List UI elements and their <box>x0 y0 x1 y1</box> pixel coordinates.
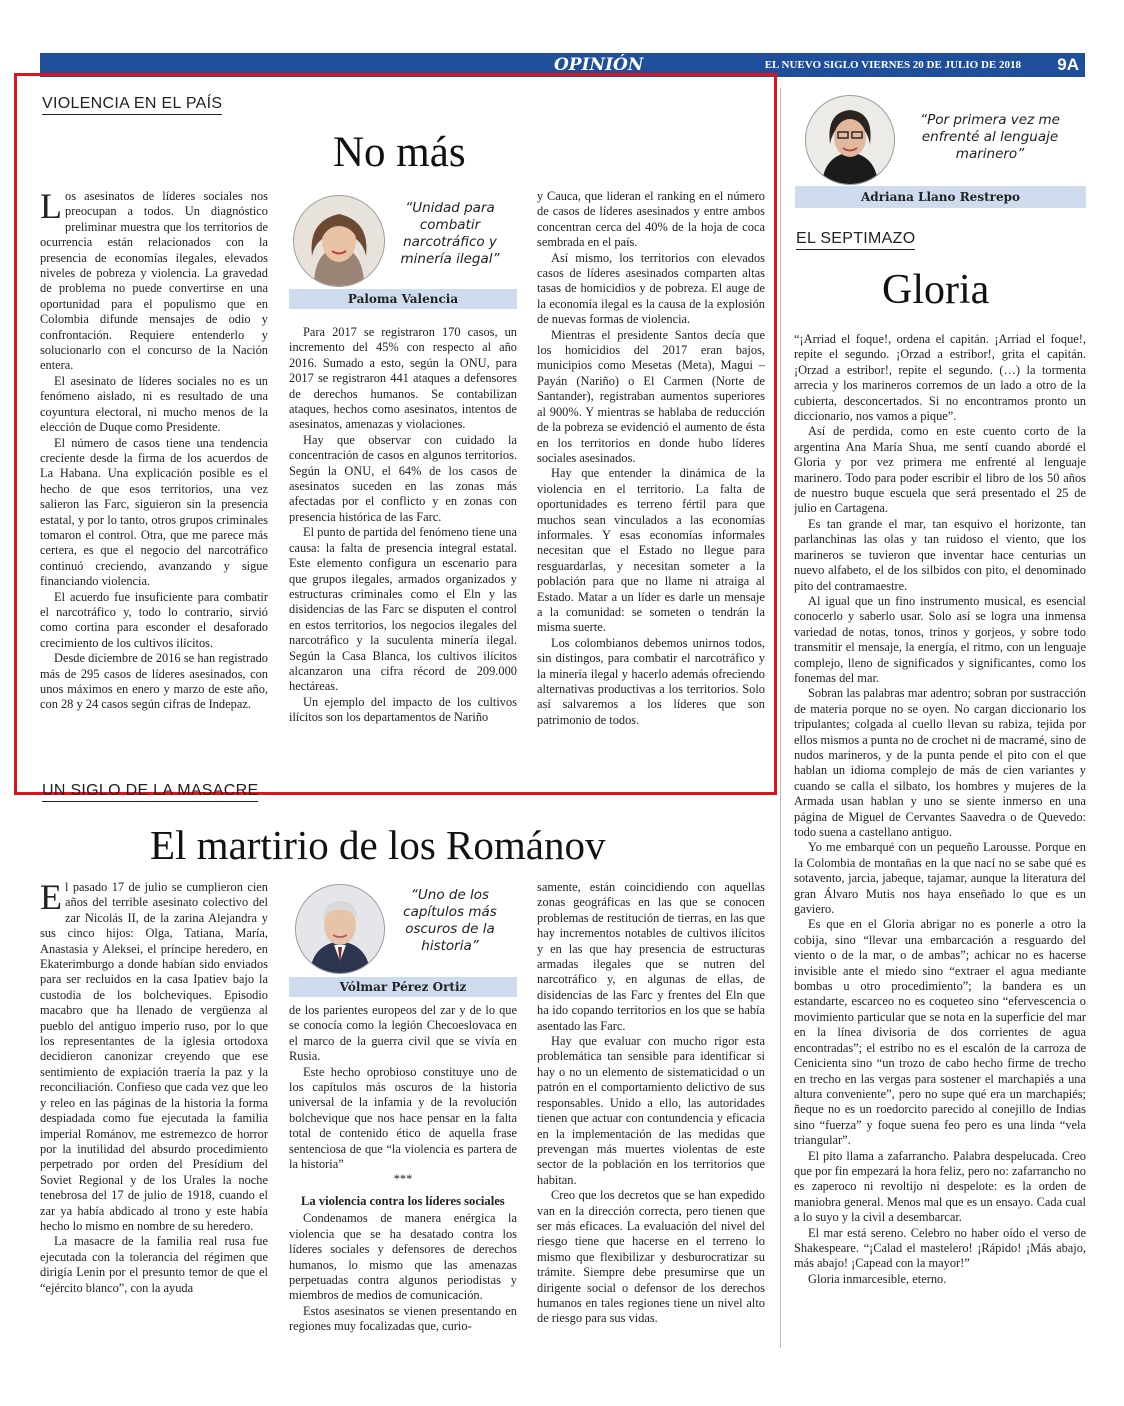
date-line: EL NUEVO SIGLO VIERNES 20 DE JULIO DE 2018 <box>764 59 1021 71</box>
article2-quote-box <box>289 882 517 1000</box>
article2-title: El martirio de los Románov <box>150 822 606 868</box>
man-portrait-icon <box>296 885 384 973</box>
article3-author: Adriana Llano Restrepo <box>795 186 1086 208</box>
article2-section-label: UN SIGLO DE LA MASACRE <box>42 782 258 802</box>
article2-col1: El pasado 17 de julio se cumplieron cien años del terrible asesinato colectivo del zar Nicolás II, de la zarina Alejandra y sus cinco hijos: Olga, Tatiana, María, Anastasia y Aleksei, el príncipe heredero, en Ekaterimburgo a donde habían sido enviados para ser recluidos en la casa Ipatiev bajo la custodia de los bolcheviques. Episodio macabro que ha llenado de vergüenza al pueblo del antiguo imperio ruso, por lo que los representantes de la iglesia ortodoxa decidieron canonizar creyendo que ese sentimiento de expiación traería la paz y la reconciliación. Confieso que cada vez que leo y releo en las páginas de la historia la forma despiadada como fue ejecutada la familia imperial Románov, me estremezco de horror por la inutilidad del absurdo procedimiento perpetrado por orden del Presídium del Soviet Regional y de los Urales la noche tenebrosa del 17 de julio de 1918, cuando el zar ya había abdicado al trono y este había hecho lo mismo en nombre de su heredero. La masacre de la familia real rusa fue ejecutada con la tolerancia del régimen que dirigía Lenin por el presunto temor de que el “ejército blanco”, con la ayuda <box>40 880 268 1295</box>
article1-col3: y Cauca, que lideran el ranking en el número de casos de líderes asesinados y entre ambos concentran cerca del 40% de la hoja de coca sembrada en el país. Así mismo, los territorios con elevados casos de líderes asesinados comparten altas tasas de homicidios y de pobreza. El auge de la economía ilegal es la causa de la explosión de nuevas formas de violencia. Mientras el presidente Santos decía que los homicidios del 2017 eran bajos, municipios como Mesetas (Meta), Magui – Payán (Nariño) o El Carmen (Norte de Santander), registraban aumentos superiores al 900%. Y mientras se hablaba de reducción de la pobreza se evidenció el aumento de ésta en los territorios en donde hubo líderes sociales asesinados. Hay que entender la dinámica de la violencia en el territorio. La falta de oportunidades es terreno fértil para que muchos sean vinculados a las economías informales. Y esas economías informales necesitan que el Estado no llegue para resguardarlas, y necesitan someter a la población para que no llame ni atraiga al Estado. Matar a un líder es darle un mensaje a la comunidad: se someten o tendrán la misma suerte. Los colombianos debemos unirnos todos, sin distingos, para combatir el narcotráfico y la minería ilegal y hacerlo además ofreciendo alternativas productivas a los territorios. Solo así salvaremos a los líderes que son patrimonio de todos. <box>537 189 765 727</box>
article1-section-label: VIOLENCIA EN EL PAÍS <box>42 95 222 115</box>
article1-quote: “Unidad para combatir narcotráfico y minería ilegal” <box>400 200 500 267</box>
separator-stars: *** <box>393 1172 413 1187</box>
article3-quote-box <box>795 92 1086 210</box>
article2-col2: de los parientes europeos del zar y de lo que se conocía como la legión Checoeslovaca en el marco de la guerra civil que se vivía en Rusia. Este hecho oprobioso constituye uno de los capítulos más oscuros de la historia universal de la infamia y de la revolución bolchevique que nos hace pensar en la falta total de contenido ético de aquella frase sentenciosa de que “la violencia es partera de la historia” *** La violencia contra los líderes sociales Condenamos de manera enérgica la violencia que se ha desatado contra los líderes sociales y defensores de derechos humanos, lo mismo que las amenazas perpetuadas contra algunos periodistas y miembros de medios de comunicación. Estos asesinatos se vienen presentando en regiones muy focalizadas que, curio- <box>289 1003 517 1334</box>
article1-col1: Los asesinatos de líderes sociales nos preocupan a todos. Un diagnóstico preliminar muestra que los territorios de ocurrencia están relacionados con la presencia de economías ilegales, elevados niveles de pobreza y violencia. La gravedad de problema no puede convertirse en una oportunidad para el populismo que en Colombia difunde mensajes de odio y confrontación. Requiere entenderlo y solucionarlo con el concurso de la Nación entera. El asesinato de líderes sociales no es un fenómeno aislado, ni es resultado de una coyuntura electoral, ni mucho menos de la elección de Duque como Presidente. El número de casos tiene una tendencia creciente desde la firma de los acuerdos de La Habana. Una explicación posible es el hecho de que esos territorios, una vez salieron las Farc, siguieron sin la presencia estatal, y por lo tanto, otros grupos criminales tomaron el control. Otra, que me parece más certera, es que el negocio del narcotráfico continuó creciendo, avanzando y sigue financiando violencia. El acuerdo fue insuficiente para combatir el narcotráfico y, todo lo contrario, sirvió como cortina para esconder el desaforado crecimiento de los cultivos ilícitos. Desde diciembre de 2016 se han registrado más de 295 casos de líderes asesinados, con unos máximos en enero y marzo de este año, con 28 y 24 casos según cifras de Indepaz. <box>40 189 268 712</box>
section-name: OPINIÓN <box>554 55 644 75</box>
highlight-frame <box>14 73 777 795</box>
article1-col2: Para 2017 se registraron 170 casos, un incremento del 45% con respecto al año 2016. Sumado a esto, según la ONU, para 2017 se registraron 441 ataques a defensores de derechos humanos. Se contabilizan ataques, hechos como asesinatos, intentos de asesinatos, amenazas y violaciones. Hay que observar con cuidado la concentración de casos en algunos territorios. Según la ONU, el 64% de los casos de asesinatos suceden en las zonas más afectadas por el conflicto y en zonas con presencia histórica de las Farc. El punto de partida del fenómeno tiene una causa: la falta de presencia integral estatal. Este elemento configura un escenario para que grupos ilegales, armados organizados y estructuras criminales como el Eln y las disidencias de las Farc se disputen el control en estos territorios, los negocios ilegales del narcotráfico y la suculenta minería ilegal. Según la Casa Blanca, los cultivos ilícitos alcanzaron una cifra récord de 209.000 hectáreas. Un ejemplo del impacto de los cultivos ilícitos son los departamentos de Nariño <box>289 325 517 725</box>
article2-author: Vólmar Pérez Ortiz <box>289 977 517 997</box>
article3-section-label: EL SEPTIMAZO <box>796 230 915 250</box>
article2-quote: “Uno de los capítulos más oscuros de la historia” <box>403 887 497 954</box>
article3-title: Gloria <box>882 267 990 313</box>
article3-quote: “Por primera vez me enfrenté al lenguaje marinero” <box>920 112 1060 162</box>
author-photo <box>805 95 895 185</box>
article3-col: “¡Arriad el foque!, ordena el capitán. ¡Arriad el foque!, repite el segundo. ¡Orzad a estribor!, grita el capitán. ¡Orzad a estribor!, repite el segundo. (…) la tormenta arrecia y los marineros corremos de un lado a otro de la cubierta, desconcertados. Si no encontramos pronto un diccionario, nos vamos a pique”. Así de perdida, como en este cuento corto de la argentina Ana María Shua, me sentí cuando abordé el Gloria y por vez primera me enfrenté al lenguaje marinero. Todo para poder escribir el libro de los 50 años de nuestro buque escuela que será presentado el 25 de julio en Cartagena. Es tan grande el mar, tan esquivo el horizonte, tan parlanchinas las olas y tan ruidoso el viento, que los marineros se tuvieron que inventar hace centurias un nuevo alfabeto, el de los silbidos con pito, el denominado pito del contramaestre. Al igual que un fino instrumento musical, es esencial conocerlo y saberlo usar. Solo así se logra una inmensa variedad de notas, tonos, trinos y gorjeos, y sobre todo transmitir el mensaje, la energía, el ritmo, con un lenguaje complejo, lleno de significados y significantes, como los fonemas del mar. Sobran las palabras mar adentro; sobran por sustracción de materia porque no se oyen. No cargan diccionario los tripulantes; colgada al cuello llevan su rabiza, tejida por ellos mismos a punta no de crochet ni de macramé, sino de nudos marineros, y de la punta pende el pito con el que hablan un idioma complejo de más de cien variantes y cuando se calla el silbato, los hombres y mujeres de la Armada usan hablan y uno se siente inmerso en una página de Miguel de Cervantes Saavedra o de Quevedo: todo suena a castellano antiguo. Yo me embarqué con un pequeño Larousse. Porque en la Colombia de montañas en la que nací no se sabe qué es sotavento, jarcia, jabeque, tajamar, aunque la literatura del gran Álvaro Mutis nos haya enseñado lo que es un gaviero. Es que en el Gloria abrigar no es ponerle a otro la cobija, sino “llevar una embarcación a resguardo del viento o de la mar, o de ambas”; achicar no es hacerse invisible ante el miedo sino “extraer el agua mediante bombas u otro procedimiento”; la bandera es un estandarte, escarceo no es coqueteo sino “efervescencia o movimiento particular que se nota en la superficie del mar en la línea divisoria de dos corrientes de agua encontradas”; el estribo no es el escalón de la carroza de Cenicienta sino “un trozo de cabo hecho firme de trecho en trecho en las vergas para sostener el marchapiés a una altura conveniente”, pero no supe qué era un marchapiés; ñeque no es un roedorcito parecido al conejillo de Indias sino “fuerza” y foque suena feo pero es una linda “vela triangular”. El pito llama a zafarrancho. Palabra despelucada. Creo que por fin empezará la hora feliz, pero no: zafarrancho no es zaperoco ni revoltijo ni despelote: es la orden de maniobra general. Menos mal que es un ensayo. Cada cual a lo suyo y la civil a desembarcar. El mar está sereno. Celebro no haber oído el verso de Shakespeare. “¡Calad el mastelero! ¡Rápido! ¡Más abajo, más abajo! ¡Capead con la mayor!” Gloria inmarcesible, eterno. <box>794 332 1086 1286</box>
article1-title: No más <box>333 129 466 176</box>
woman-portrait-icon <box>806 96 894 184</box>
author-photo <box>295 884 385 974</box>
column-divider <box>780 88 781 1348</box>
article2-col3: samente, están coincidiendo con aquellas zonas geográficas en las que se conocen problemas de restitución de tierras, en las que hay incrementos notables de cultivos ilícitos y en las que hay presencia de estructuras armadas ilegales que se nutren del narcotráfico y, en algunas de ellas, de disidencias de las Farc y frentes del Eln que ha ido copando territorios en los que se había asentado las Farc. Hay que evaluar con mucho rigor esta problemática tan sensible para identificar si hay o no un elemento de sistematicidad o un patrón en el comportamiento delictivo de sus responsables. Unido a ello, las autoridades tienen que actuar con contundencia y eficacia en la implementación de las medidas que prevengan más muertes violentas de este sector de la población en los territorios que habitan. Creo que los decretos que se han expedido van en la dirección correcta, pero tienen que ser más eficaces. La evaluación del nivel del riesgo tiene que hacerse en el terreno lo mismo que flexibilizar y desburocratizar su trámite. Siempre debe presumirse que un dirigente social o defensor de los derechos humanos en tales regiones tiene un nivel alto de riesgo para sus vidas. <box>537 880 765 1326</box>
article1-author: Paloma Valencia <box>289 289 517 309</box>
page-number: 9A <box>1057 55 1079 74</box>
article2-subhead: La violencia contra los líderes sociales <box>301 1193 505 1208</box>
